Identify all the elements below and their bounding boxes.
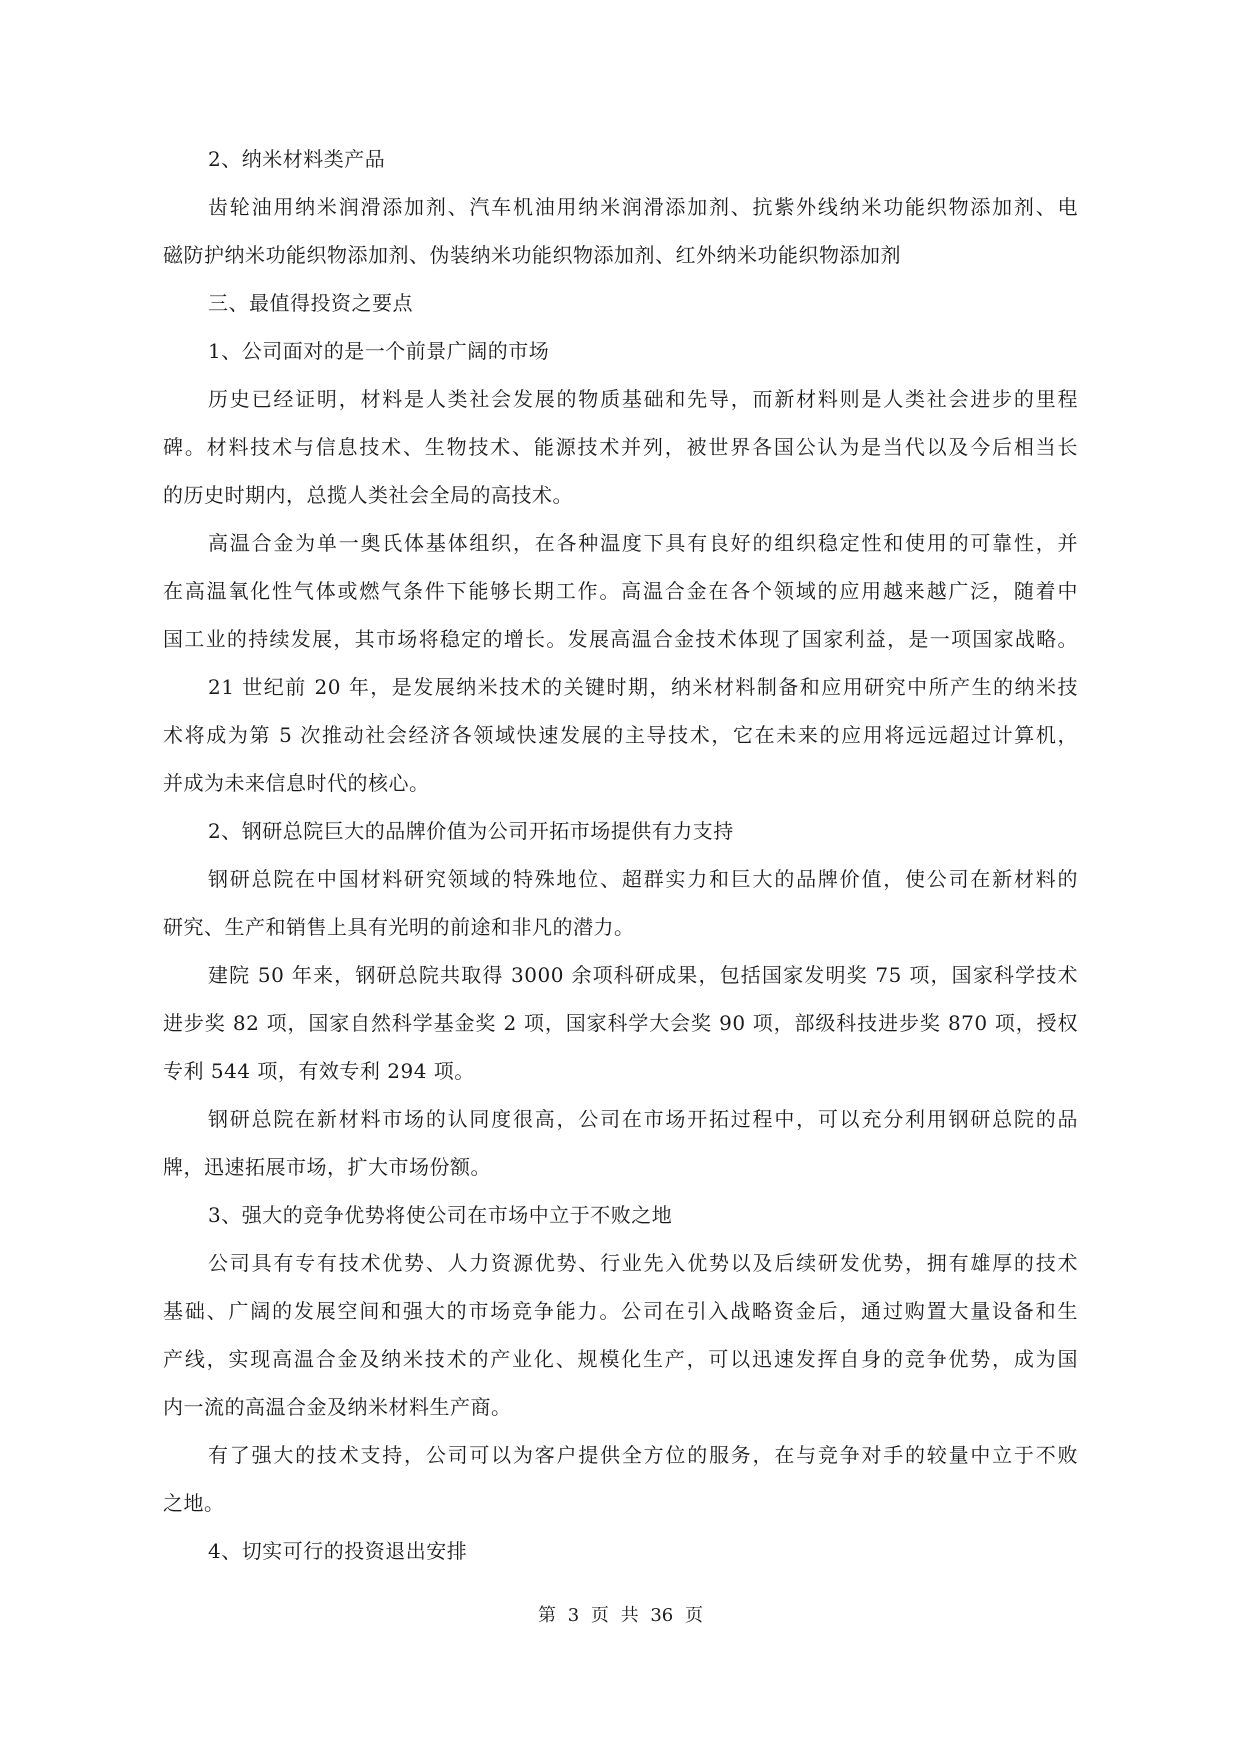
paragraph-line: 牌，迅速拓展市场，扩大市场份额。 (163, 1155, 491, 1179)
paragraph-line: 公司具有专有技术优势、人力资源优势、行业先入优势以及后续研发优势，拥有雄厚的技术 (208, 1251, 1078, 1275)
paragraph-line: 在高温氧化性气体或燃气条件下能够长期工作。高温合金在各个领域的应用越来越广泛，随着中 (163, 579, 1078, 603)
section-heading-investment-points: 三、最值得投资之要点 (208, 291, 413, 315)
paragraph-line: 21 世纪前 20 年，是发展纳米技术的关键时期，纳米材料制备和应用研究中所产生的纳米技 (208, 675, 1078, 699)
subheading-exit-arrangement: 4、切实可行的投资退出安排 (208, 1539, 468, 1563)
subheading-market: 1、公司面对的是一个前景广阔的市场 (208, 339, 550, 363)
paragraph-line: 专利 544 项，有效专利 294 项。 (163, 1059, 475, 1083)
heading-nano-products: 2、纳米材料类产品 (208, 147, 386, 171)
paragraph-line: 碑。材料技术与信息技术、生物技术、能源技术并列，被世界各国公认为是当代以及今后相当长 (163, 435, 1078, 459)
page-number-footer: 第 3 页 共 36 页 (538, 1605, 703, 1626)
subheading-brand-value: 2、钢研总院巨大的品牌价值为公司开拓市场提供有力支持 (208, 819, 734, 843)
paragraph-line: 钢研总院在新材料市场的认同度很高，公司在市场开拓过程中，可以充分利用钢研总院的品 (208, 1107, 1078, 1131)
paragraph-line: 国工业的持续发展，其市场将稳定的增长。发展高温合金技术体现了国家利益，是一项国家战略。 (163, 627, 1078, 651)
subheading-competitive-advantage: 3、强大的竞争优势将使公司在市场中立于不败之地 (208, 1203, 673, 1227)
paragraph-line: 之地。 (163, 1491, 225, 1515)
paragraph-line: 高温合金为单一奥氏体基体组织，在各种温度下具有良好的组织稳定性和使用的可靠性，并 (208, 531, 1078, 555)
paragraph-line: 磁防护纳米功能织物添加剂、伪装纳米功能织物添加剂、红外纳米功能织物添加剂 (163, 243, 901, 267)
paragraph-line: 历史已经证明，材料是人类社会发展的物质基础和先导，而新材料则是人类社会进步的里程 (208, 387, 1078, 411)
paragraph-line: 基础、广阔的发展空间和强大的市场竞争能力。公司在引入战略资金后，通过购置大量设备和生 (163, 1299, 1078, 1323)
paragraph-line: 进步奖 82 项，国家自然科学基金奖 2 项，国家科学大会奖 90 项，部级科技进步奖 870 项，授权 (163, 1011, 1078, 1035)
paragraph-line: 有了强大的技术支持，公司可以为客户提供全方位的服务，在与竞争对手的较量中立于不败 (208, 1443, 1078, 1467)
paragraph-line: 并成为未来信息时代的核心。 (163, 771, 430, 795)
paragraph-line: 研究、生产和销售上具有光明的前途和非凡的潜力。 (163, 915, 635, 939)
paragraph-line: 术将成为第 5 次推动社会经济各领域快速发展的主导技术，它在未来的应用将远远超过计算机， (163, 723, 1078, 747)
paragraph-line: 产线，实现高温合金及纳米技术的产业化、规模化生产，可以迅速发挥自身的竞争优势，成为国 (163, 1347, 1078, 1371)
paragraph-line: 建院 50 年来，钢研总院共取得 3000 余项科研成果，包括国家发明奖 75 项，国家科学技术 (208, 963, 1078, 987)
paragraph-line: 内一流的高温合金及纳米材料生产商。 (163, 1395, 512, 1419)
paragraph-line: 齿轮油用纳米润滑添加剂、汽车机油用纳米润滑添加剂、抗紫外线纳米功能织物添加剂、电 (208, 195, 1078, 219)
paragraph-line: 的历史时期内，总揽人类社会全局的高技术。 (163, 483, 573, 507)
paragraph-line: 钢研总院在中国材料研究领域的特殊地位、超群实力和巨大的品牌价值，使公司在新材料的 (208, 867, 1078, 891)
